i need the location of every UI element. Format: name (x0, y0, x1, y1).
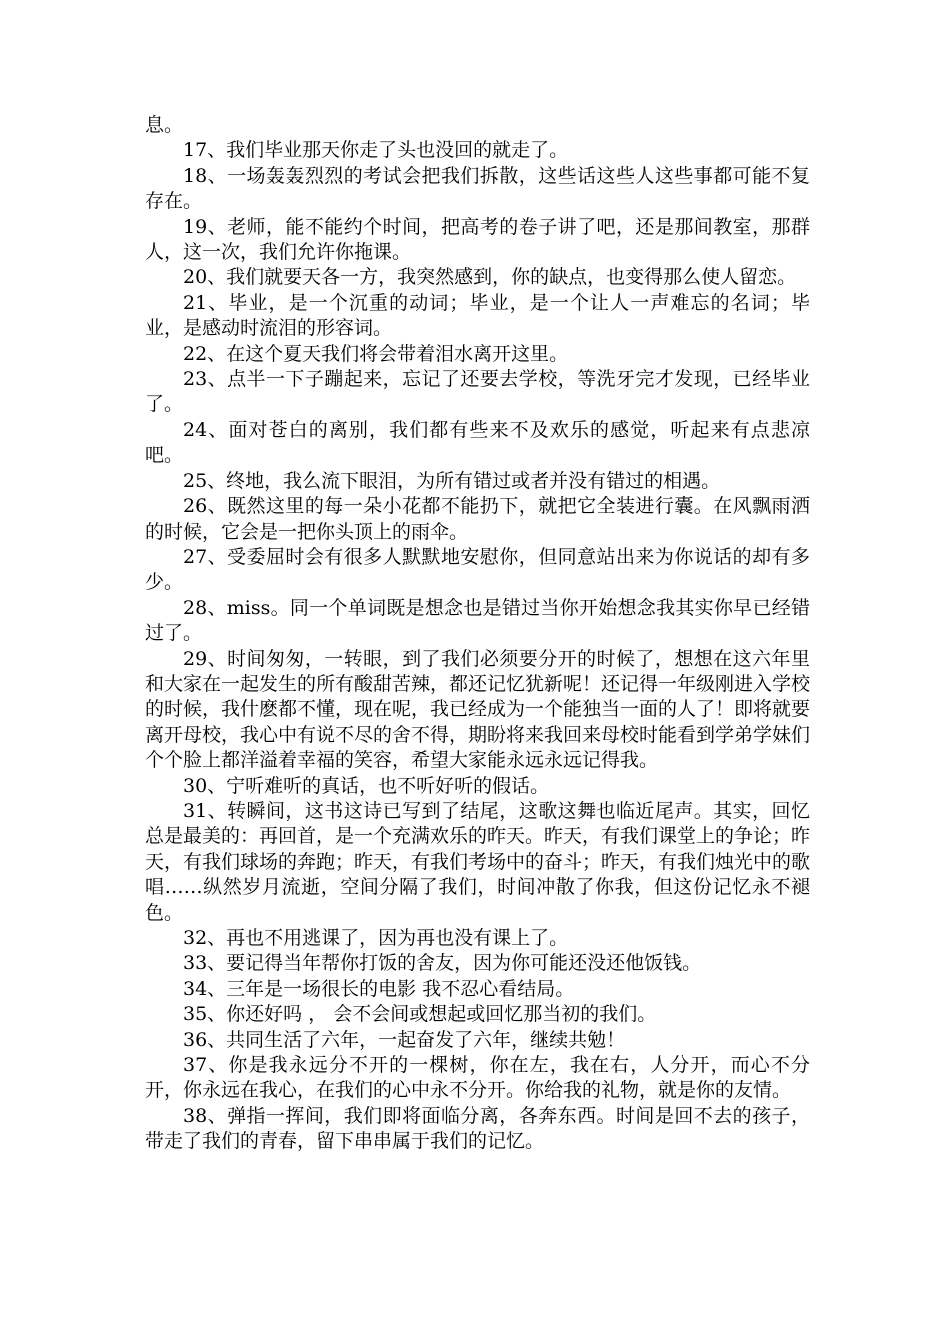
paragraph-25: 25、终地，我么流下眼泪，为所有错过或者并没有错过的相遇。 (183, 469, 721, 492)
paragraph-18: 18、一场轰轰烈烈的考试会把我们拆散，这些话这些人这些事都可能不复存在。 (145, 164, 810, 213)
paragraph-24: 24、面对苍白的离别，我们都有些来不及欢乐的感觉，听起来有点悲凉吧。 (145, 418, 810, 467)
paragraph-26: 26、既然这里的每一朵小花都不能扔下，就把它全装进行囊。在风飘雨洒的时候，它会是一把你头顶上的雨伞。 (145, 495, 810, 543)
paragraph-30: 30、宁听难听的真话，也不听好听的假话。 (183, 774, 550, 797)
paragraph-17: 17、我们毕业那天你走了头也没回的就走了。 (183, 139, 569, 162)
paragraph-29: 29、时间匆匆，一转眼，到了我们必须要分开的时候了，想想在这六年里和大家在一起发生的所有酸甜苦辣，都还记忆犹新呢！还记得一年级刚进入学校的时候，我什麽都不懂，现在呢，我已经成为一个能独当一面的人了！即将就要离开母校，我心中有说不尽的舍不得，期盼将来我回来母校时能看到学弟学妹们个个脸上都洋溢着幸福的笑容，希望大家能永远永远记得我。 (145, 647, 811, 772)
paragraph-23: 23、点半一下子蹦起来，忘记了还要去学校，等洗牙完才发现，已经毕业了。 (145, 368, 810, 416)
paragraph-38: 38、弹指一挥间，我们即将面临分离，各奔东西。时间是回不去的孩子，带走了我们的青春，留下串串属于我们的记忆。 (145, 1104, 810, 1153)
paragraph-32: 32、再也不用逃课了，因为再也没有课上了。 (183, 927, 569, 949)
paragraph-continuation: 息。 (145, 114, 184, 136)
paragraph-27: 27、受委屈时会有很多人默默地安慰你，但同意站出来为你说话的却有多少。 (145, 545, 810, 594)
paragraph-31: 31、转瞬间，这书这诗已写到了结尾，这歌这舞也临近尾声。其实，回忆总是最美的：再回首，是一个充满欢乐的昨天。昨天，有我们课堂上的争论；昨天，有我们球场的奔跑；昨天，有我们考场中的奋斗；昨天，有我们烛光中的歌唱……纵然岁月流逝，空间分隔了我们，时间冲散了你我，但这份记忆永不褪色。 (145, 799, 811, 924)
paragraph-34: 34、三年是一场很长的电影 我不忍心看结局。 (183, 977, 575, 1000)
paragraph-20: 20、我们就要天各一方，我突然感到，你的缺点，也变得那么使人留恋。 (183, 266, 797, 289)
paragraph-19: 19、老师，能不能约个时间，把高考的卷子讲了吧，还是那间教室，那群人，这一次，我们允许你拖课。 (145, 215, 810, 264)
paragraph-22: 22、在这个夏天我们将会带着泪水离开这里。 (183, 342, 569, 365)
document-body (145, 113, 810, 1155)
paragraph-33: 33、要记得当年帮你打饭的舍友，因为你可能还没还他饭钱。 (183, 952, 702, 975)
paragraph-37: 37、你是我永远分不开的一棵树，你在左，我在右，人分开，而心不分开，你永远在我心，在我们的心中永不分开。你给我的礼物，就是你的友情。 (145, 1054, 810, 1102)
paragraph-28: 28、miss。同一个单词既是想念也是错过当你开始想念我其实你早已经错过了。 (145, 596, 810, 645)
paragraph-36: 36、共同生活了六年，一起奋发了六年，继续共勉！ (183, 1028, 626, 1051)
paragraph-35: 35、你还好吗 ， 会不会间或想起或回忆那当初的我们。 (183, 1003, 657, 1026)
paragraph-21: 21、毕业，是一个沉重的动词；毕业，是一个让人一声难忘的名词；毕业，是感动时流泪的形容词。 (145, 291, 810, 340)
